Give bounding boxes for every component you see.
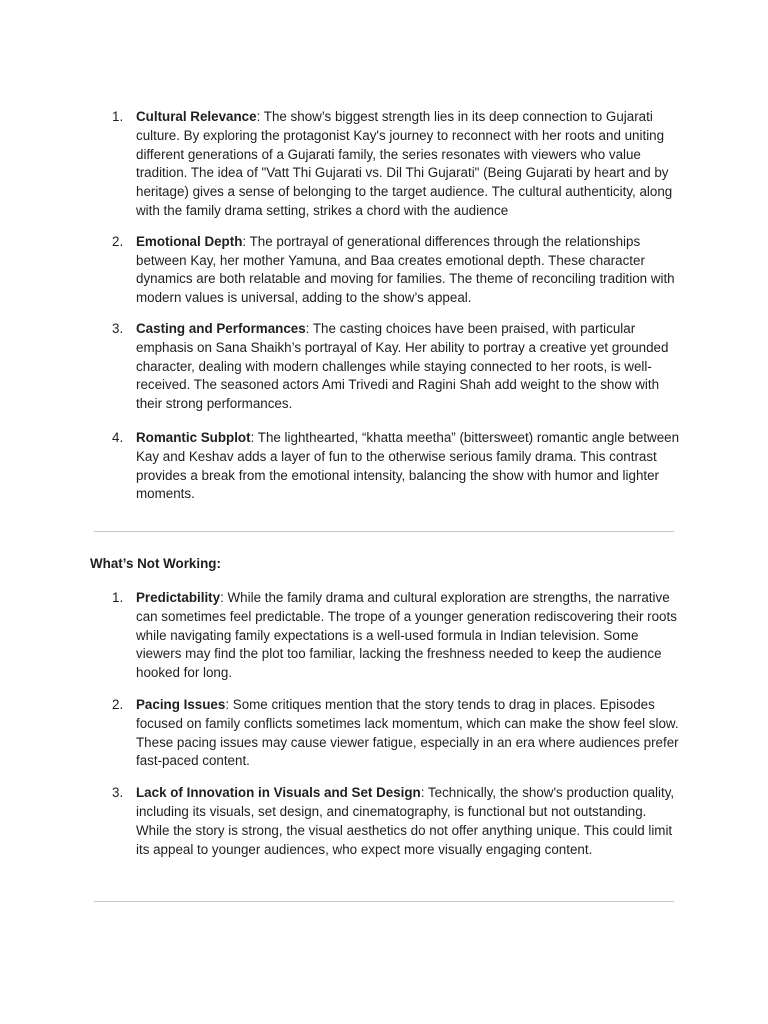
item-number: 3. bbox=[112, 785, 124, 801]
item-text: : The casting choices have been praised, with particular emphasis on Sana Shaikh’s portrayal of Kay. Her ability to portray a creative yet grounded character, dealing with modern challenges while staying connected to her roots, is well-received. The seasoned actors Ami Trivedi and Ragini Shah add weight to the show with their strong performances. bbox=[136, 320, 669, 412]
item-number: 4. bbox=[112, 429, 124, 445]
item-text: : Technically, the show's production quality, including its visuals, set design, and cinematography, is functional but not outstanding. While the story is strong, the visual aesthetics do not offer anything unique. This could limit its appeal to younger audiences, who expect more visually engaging content. bbox=[136, 785, 675, 857]
item-number: 3. bbox=[112, 320, 124, 336]
list-item bbox=[0, 784, 768, 859]
item-text: : While the family drama and cultural exploration are strengths, the narrative can sometimes feel predictable. The trope of a younger generation rediscovering their roots while navigating family expectations is a well-used formula in Indian television. Some viewers may find the plot too familiar, lacking the freshness needed to keep the audience hooked for long. bbox=[136, 590, 677, 681]
item-number: 1. bbox=[112, 590, 124, 605]
item-number: 2. bbox=[112, 696, 124, 712]
section-heading: What’s Not Working: bbox=[90, 556, 221, 571]
horizontal-divider bbox=[94, 531, 674, 532]
item-text: : The lighthearted, “khatta meetha” (bittersweet) romantic angle between Kay and Keshav adds a layer of fun to the otherwise serious family drama. This contrast provides a break from the emotional intensity, balancing the show with humor and lighter moments. bbox=[136, 429, 680, 502]
item-title: Predictability bbox=[136, 590, 221, 605]
item-text: : The show’s biggest strength lies in its deep connection to Gujarati culture. By exploring the protagonist Kay's journey to reconnect with her roots and uniting different generations of a Gujarati family, the series resonates with viewers who value tradition. The idea of "Vatt Thi Gujarati vs. Dil Thi Gujarati" (Being Gujarati by heart and by heritage) gives a sense of belonging to the target audience. The cultural authenticity, along with the family drama setting, strikes a chord with the audience bbox=[136, 109, 673, 218]
item-title: Emotional Depth bbox=[136, 233, 243, 249]
item-text: : The portrayal of generational differences through the relationships between Kay, her mother Yamuna, and Baa creates emotional depth. These character dynamics are both relatable and moving for families. The theme of reconciling tradition with modern values is universal, adding to the show’s appeal. bbox=[136, 233, 675, 306]
item-text: : Some critiques mention that the story tends to drag in places. Episodes focused on family conflicts sometimes lack momentum, which can make the show feel slow. These pacing issues may cause viewer fatigue, especially in an era where audiences prefer fast-paced content. bbox=[136, 696, 679, 769]
working-points-list bbox=[0, 108, 768, 504]
list-item bbox=[0, 429, 768, 504]
not-working-points-list bbox=[0, 589, 768, 859]
list-item bbox=[0, 589, 768, 683]
item-title: Lack of Innovation in Visuals and Set Design bbox=[136, 785, 421, 801]
list-item bbox=[0, 696, 768, 771]
horizontal-divider bbox=[94, 901, 674, 902]
item-title: Pacing Issues bbox=[136, 696, 226, 712]
item-number: 1. bbox=[112, 109, 124, 124]
item-title: Cultural Relevance bbox=[136, 109, 257, 124]
item-title: Romantic Subplot bbox=[136, 429, 251, 445]
list-item bbox=[0, 108, 768, 221]
list-item bbox=[0, 233, 768, 308]
item-title: Casting and Performances bbox=[136, 320, 306, 336]
list-item bbox=[0, 320, 768, 414]
item-number: 2. bbox=[112, 233, 124, 249]
